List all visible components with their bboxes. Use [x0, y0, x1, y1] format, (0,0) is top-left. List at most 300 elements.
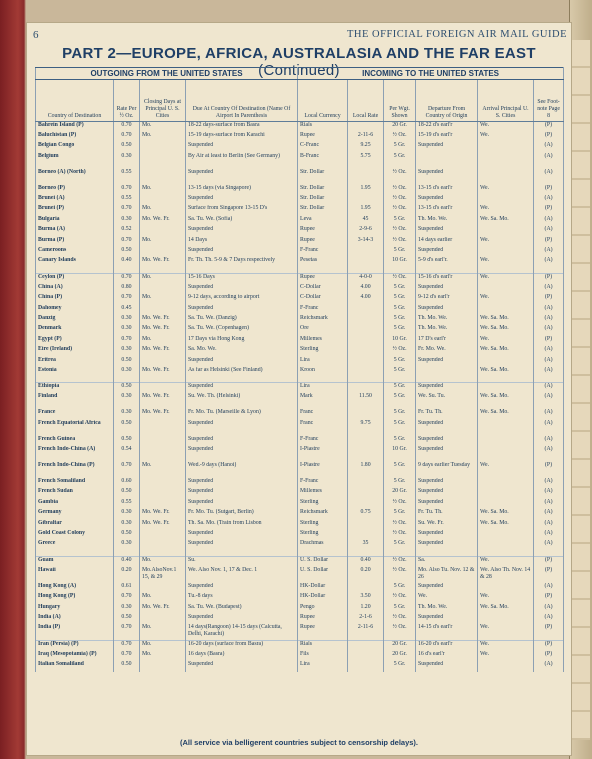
cell-due: Suspended: [186, 540, 298, 556]
cell-currency: Lira: [298, 383, 348, 393]
table-row: [36, 446, 564, 462]
cell-footnote: (A): [534, 169, 564, 185]
cell-due: Suspended: [186, 478, 298, 488]
cell-currency: Rupee: [298, 226, 348, 236]
cell-departure: [416, 367, 478, 383]
cell-footnote: (A): [534, 257, 564, 273]
cell-closing: [140, 383, 186, 393]
cell-arrival: [478, 247, 534, 257]
cell-arrival: [478, 142, 534, 152]
col-header-departure: Departure From Country of Origin: [416, 80, 478, 122]
cell-country: Iraq (Mesopotamia) (P): [36, 651, 114, 661]
cell-footnote: (P): [534, 205, 564, 215]
table-row: [36, 604, 564, 614]
cell-due: Suspended: [186, 420, 298, 436]
cell-weight: ½ Oz.: [384, 530, 416, 540]
cell-country: Eritrea: [36, 357, 114, 367]
cell-currency: U. S. Dollar: [298, 556, 348, 566]
cell-local-rate: 2-11-6: [348, 624, 384, 640]
cell-weight: 5 Gr.: [384, 367, 416, 383]
cell-departure: 13-15 d's earl'r: [416, 205, 478, 215]
cell-country: Iran (Persia) (P): [36, 640, 114, 650]
cell-rate: 0.50: [114, 383, 140, 393]
cell-footnote: (A): [534, 661, 564, 671]
cell-currency: Franc: [298, 420, 348, 436]
cell-departure: 9 days earlier Tuesday: [416, 462, 478, 478]
cell-footnote: (A): [534, 153, 564, 169]
cell-departure: We.: [416, 593, 478, 603]
cell-arrival: We.: [478, 556, 534, 566]
cell-closing: Mo. We. Fr.: [140, 509, 186, 519]
col-header-currency: Local Currency: [298, 80, 348, 122]
cell-country: French Indo-China (P): [36, 462, 114, 478]
cell-weight: 5 Gr.: [384, 583, 416, 593]
table-row: [36, 195, 564, 205]
cell-country: Greece: [36, 540, 114, 556]
cell-arrival: We.: [478, 651, 534, 661]
cell-rate: 0.50: [114, 488, 140, 498]
cell-due: Suspended: [186, 305, 298, 315]
cell-country: Belgium: [36, 153, 114, 169]
cell-rate: 0.70: [114, 593, 140, 603]
cell-currency: Ore: [298, 325, 348, 335]
cell-local-rate: 1.20: [348, 604, 384, 614]
cell-due: Suspended: [186, 583, 298, 593]
cell-closing: [140, 420, 186, 436]
cell-local-rate: 2-11-6: [348, 132, 384, 142]
table-row: [36, 205, 564, 215]
cell-currency: Rupee: [298, 132, 348, 142]
cell-departure: Fr. Tu. Th.: [416, 509, 478, 519]
cell-rate: 0.55: [114, 499, 140, 509]
cell-closing: Mo. We. Fr.: [140, 216, 186, 226]
cell-weight: 20 Gr.: [384, 488, 416, 498]
cell-due: 15-19 days-surface from Karachi: [186, 132, 298, 142]
cell-local-rate: [348, 122, 384, 132]
cell-arrival: We.: [478, 273, 534, 283]
cell-departure: 14 days earlier: [416, 237, 478, 247]
cell-arrival: [478, 284, 534, 294]
cell-local-rate: [348, 315, 384, 325]
cell-currency: Sterling: [298, 530, 348, 540]
cell-arrival: We.: [478, 257, 534, 273]
cell-footnote: (P): [534, 651, 564, 661]
cell-arrival: We. Sa. Mo.: [478, 315, 534, 325]
cell-currency: F-Franc: [298, 247, 348, 257]
cell-weight: ½ Oz.: [384, 169, 416, 185]
cell-arrival: We. Sa. Mo.: [478, 509, 534, 519]
table-row: [36, 226, 564, 236]
cell-due: By Air at least to Berlin (See Germany): [186, 153, 298, 169]
cell-rate: 0.55: [114, 169, 140, 185]
col-header-closing: Closing Days at Principal U. S. Cities: [140, 80, 186, 122]
cell-country: Brunei (P): [36, 205, 114, 215]
table-row: [36, 273, 564, 283]
cell-weight: 5 Gr.: [384, 357, 416, 367]
cell-weight: 5 Gr.: [384, 540, 416, 556]
cell-currency: Mark: [298, 393, 348, 409]
col-header-due: Due At Country Of Destination (Name Of Airport In Parenthesis: [186, 80, 298, 122]
cell-departure: 16 d's earl'r: [416, 651, 478, 661]
cell-local-rate: 2-9-6: [348, 226, 384, 236]
cell-currency: Lira: [298, 357, 348, 367]
cell-due: 17 Days via Hong Kong: [186, 336, 298, 346]
cell-footnote: (A): [534, 226, 564, 236]
cell-weight: 20 Gr.: [384, 640, 416, 650]
table-row: [36, 488, 564, 498]
cell-departure: 18-22 d's earl'r: [416, 122, 478, 132]
cell-closing: Mo. We. Fr.: [140, 520, 186, 530]
cell-departure: 17 D's earl'r: [416, 336, 478, 346]
cell-rate: 0.70: [114, 237, 140, 247]
cell-departure: Suspended: [416, 583, 478, 593]
cell-due: We. Also Nov. 1, 17 & Dec. 1: [186, 567, 298, 583]
cell-due: Suspended: [186, 247, 298, 257]
cell-weight: 5 Gr.: [384, 315, 416, 325]
cell-weight: 10 Gr.: [384, 446, 416, 462]
cell-weight: 20 Gr.: [384, 122, 416, 132]
cell-departure: Suspended: [416, 488, 478, 498]
cell-arrival: We.: [478, 132, 534, 142]
cell-currency: Str. Dollar: [298, 185, 348, 195]
col-header-rate: Rate Per ½ Oz.: [114, 80, 140, 122]
cell-country: French Guinea: [36, 436, 114, 446]
cell-currency: C-Dollar: [298, 294, 348, 304]
cell-departure: 5-9 d's earl'r.: [416, 257, 478, 273]
cell-weight: 5 Gr.: [384, 142, 416, 152]
cell-arrival: We.: [478, 593, 534, 603]
cell-weight: ½ Oz.: [384, 185, 416, 195]
cell-arrival: We. Sa. Mo.: [478, 520, 534, 530]
table-row: [36, 640, 564, 650]
cell-local-rate: 0.40: [348, 556, 384, 566]
cell-footnote: (A): [534, 520, 564, 530]
cell-local-rate: 9.75: [348, 420, 384, 436]
cell-country: Guam: [36, 556, 114, 566]
cell-arrival: We. Sa. Mo.: [478, 346, 534, 356]
cell-footnote: (P): [534, 336, 564, 346]
cell-rate: 0.70: [114, 273, 140, 283]
cell-country: Dahomey: [36, 305, 114, 315]
cell-local-rate: [348, 247, 384, 257]
table-row: [36, 315, 564, 325]
cell-footnote: (A): [534, 247, 564, 257]
cell-weight: 10 Gr.: [384, 257, 416, 273]
cell-weight: ½ Oz.: [384, 273, 416, 283]
cell-rate: 0.55: [114, 195, 140, 205]
cell-currency: Str. Dollar: [298, 205, 348, 215]
cell-due: Suspended: [186, 383, 298, 393]
cell-local-rate: [348, 305, 384, 315]
cell-country: China (A): [36, 284, 114, 294]
table-row: [36, 237, 564, 247]
cell-currency: Reichsmark: [298, 509, 348, 519]
cell-due: 14 days(Rangoon) 14-15 days (Calcutta, Delhi, Karachi): [186, 624, 298, 640]
cell-arrival: [478, 614, 534, 624]
cell-weight: ½ Oz.: [384, 226, 416, 236]
cell-departure: 9-12 d's earl'r: [416, 294, 478, 304]
table-row: [36, 367, 564, 383]
cell-closing: [140, 478, 186, 488]
cell-country: India (A): [36, 614, 114, 624]
cell-rate: 0.40: [114, 257, 140, 273]
cell-departure: 15-16 d's earl'r: [416, 273, 478, 283]
cell-rate: 0.45: [114, 305, 140, 315]
cell-departure: Suspended: [416, 446, 478, 462]
cell-local-rate: [348, 383, 384, 393]
cell-local-rate: [348, 357, 384, 367]
table-row: [36, 593, 564, 603]
cell-closing: [140, 499, 186, 509]
cell-departure: Suspended: [416, 284, 478, 294]
cell-arrival: We.: [478, 336, 534, 346]
cell-weight: 5 Gr.: [384, 604, 416, 614]
cell-arrival: [478, 226, 534, 236]
table-body: [36, 122, 564, 672]
cell-arrival: [478, 661, 534, 671]
cell-due: 16-20 days (surface from Basra): [186, 640, 298, 650]
cell-arrival: [478, 436, 534, 446]
cell-footnote: (A): [534, 409, 564, 419]
cell-departure: Suspended: [416, 226, 478, 236]
cell-footnote: (A): [534, 604, 564, 614]
cell-arrival: [478, 357, 534, 367]
cell-country: Baluchistan (P): [36, 132, 114, 142]
cell-currency: I-Piastre: [298, 462, 348, 478]
cell-country: Bahrein Island (P): [36, 122, 114, 132]
cell-country: Hawaii: [36, 567, 114, 583]
cell-country: Gold Coast Colony: [36, 530, 114, 540]
cell-currency: Fils: [298, 651, 348, 661]
cell-country: Canary Islands: [36, 257, 114, 273]
cell-rate: 0.50: [114, 357, 140, 367]
table-row: [36, 383, 564, 393]
cell-local-rate: 0.75: [348, 509, 384, 519]
cell-departure: Suspended: [416, 383, 478, 393]
cell-due: Suspended: [186, 195, 298, 205]
cell-weight: ½ Oz.: [384, 624, 416, 640]
cell-departure: Suspended: [416, 357, 478, 367]
cell-local-rate: 1.95: [348, 205, 384, 215]
table-row: [36, 294, 564, 304]
table-row: [36, 122, 564, 132]
table-row: [36, 661, 564, 671]
cell-local-rate: 3.50: [348, 593, 384, 603]
cell-closing: [140, 436, 186, 446]
cell-rate: 0.30: [114, 540, 140, 556]
cell-departure: Sa.: [416, 556, 478, 566]
cell-local-rate: [348, 499, 384, 509]
table-row: [36, 325, 564, 335]
cell-rate: 0.30: [114, 604, 140, 614]
cell-weight: 5 Gr.: [384, 305, 416, 315]
table-row: [36, 540, 564, 556]
cell-local-rate: [348, 367, 384, 383]
cell-footnote: (A): [534, 383, 564, 393]
col-header-local-rate: Local Rate: [348, 80, 384, 122]
cell-currency: Rials: [298, 122, 348, 132]
cell-weight: ½ Oz.: [384, 195, 416, 205]
cell-currency: Rials: [298, 640, 348, 650]
cell-rate: 0.70: [114, 462, 140, 478]
cell-departure: Suspended: [416, 540, 478, 556]
table-row: [36, 614, 564, 624]
cell-arrival: [478, 420, 534, 436]
cell-currency: Sterling: [298, 520, 348, 530]
cell-country: Hong Kong (A): [36, 583, 114, 593]
cell-currency: C-Franc: [298, 142, 348, 152]
cell-closing: Mo. We. Fr.: [140, 325, 186, 335]
cell-country: France: [36, 409, 114, 419]
cell-country: Hong Kong (P): [36, 593, 114, 603]
cell-rate: 0.30: [114, 216, 140, 226]
cell-weight: 5 Gr.: [384, 478, 416, 488]
cell-local-rate: [348, 661, 384, 671]
cell-currency: Rupee: [298, 273, 348, 283]
cell-due: Su. We. Th. (Helsinki): [186, 393, 298, 409]
cell-due: Tu.-8 days: [186, 593, 298, 603]
cell-currency: Rupee: [298, 624, 348, 640]
cell-due: 13-15 days (via Singapore): [186, 185, 298, 195]
cell-footnote: (A): [534, 315, 564, 325]
cell-arrival: [478, 488, 534, 498]
cell-country: Danzig: [36, 315, 114, 325]
cell-due: Fr. Th. Th. 5-9 & 7 Days respectively: [186, 257, 298, 273]
cell-arrival: [478, 305, 534, 315]
cell-due: Suspended: [186, 169, 298, 185]
cell-country: French Sudan: [36, 488, 114, 498]
cell-arrival: We.: [478, 624, 534, 640]
cell-country: Bulgaria: [36, 216, 114, 226]
cell-weight: 5 Gr.: [384, 284, 416, 294]
cell-closing: Mo.: [140, 185, 186, 195]
cell-rate: 0.50: [114, 661, 140, 671]
cell-footnote: (P): [534, 567, 564, 583]
cell-due: Sa. Tu. We. (Sofia): [186, 216, 298, 226]
cell-closing: Mo.: [140, 593, 186, 603]
cell-weight: ½ Oz.: [384, 237, 416, 247]
cell-country: Brunei (A): [36, 195, 114, 205]
cell-weight: 5 Gr.: [384, 383, 416, 393]
cell-country: Gibraltar: [36, 520, 114, 530]
cell-local-rate: [348, 651, 384, 661]
table-row: [36, 530, 564, 540]
cell-currency: I-Piastre: [298, 446, 348, 462]
cell-currency: Pesetas: [298, 257, 348, 273]
cell-closing: Mo. We. Fr.: [140, 409, 186, 419]
cell-arrival: We.: [478, 185, 534, 195]
cell-currency: Rupee: [298, 614, 348, 624]
cell-local-rate: 9.25: [348, 142, 384, 152]
cell-country: Hungary: [36, 604, 114, 614]
cell-rate: 0.30: [114, 393, 140, 409]
table-row: [36, 357, 564, 367]
cell-due: Suspended: [186, 661, 298, 671]
cell-local-rate: [348, 325, 384, 335]
cell-closing: [140, 488, 186, 498]
cell-departure: Suspended: [416, 530, 478, 540]
cell-departure: Su. We. Fr.: [416, 520, 478, 530]
cell-rate: 0.40: [114, 556, 140, 566]
cell-arrival: We. Sa. Mo.: [478, 604, 534, 614]
cell-weight: 5 Gr.: [384, 216, 416, 226]
table-row: [36, 185, 564, 195]
cell-weight: ½ Oz.: [384, 567, 416, 583]
cell-local-rate: 11.50: [348, 393, 384, 409]
cell-due: 9-12 days, according to airport: [186, 294, 298, 304]
table-row: [36, 520, 564, 530]
cell-due: Suspended: [186, 284, 298, 294]
mail-table-container: [35, 67, 563, 672]
cell-due: Suspended: [186, 142, 298, 152]
cell-local-rate: [348, 257, 384, 273]
cell-departure: Suspended: [416, 142, 478, 152]
cell-departure: Suspended: [416, 436, 478, 446]
cell-local-rate: 0.20: [348, 567, 384, 583]
cell-arrival: We.: [478, 237, 534, 247]
cell-due: Wed.-9 days (Hanoi): [186, 462, 298, 478]
cell-country: Cameroons: [36, 247, 114, 257]
table-row: [36, 132, 564, 142]
cell-departure: Suspended: [416, 305, 478, 315]
cell-local-rate: [348, 169, 384, 185]
cell-departure: Suspended: [416, 499, 478, 509]
cell-footnote: (P): [534, 462, 564, 478]
cell-footnote: (P): [534, 593, 564, 603]
cell-footnote: (A): [534, 195, 564, 205]
incoming-section-header: INCOMING TO THE UNITED STATES: [298, 68, 564, 80]
cell-footnote: (A): [534, 142, 564, 152]
cell-due: Suspended: [186, 530, 298, 540]
cell-departure: Suspended: [416, 614, 478, 624]
cell-currency: Franc: [298, 409, 348, 419]
cell-closing: [140, 305, 186, 315]
cell-closing: [140, 540, 186, 556]
cell-closing: Mo. We. Fr.: [140, 346, 186, 356]
cell-arrival: We.: [478, 122, 534, 132]
cell-weight: 5 Gr.: [384, 325, 416, 335]
cell-due: Sa. Tu. We. (Budapest): [186, 604, 298, 614]
col-header-arrival: Arrival Principal U. S. Cities: [478, 80, 534, 122]
cell-footnote: (A): [534, 393, 564, 409]
table-row: [36, 142, 564, 152]
table-row: [36, 499, 564, 509]
table-row: [36, 478, 564, 488]
table-row: [36, 583, 564, 593]
cell-rate: 0.61: [114, 583, 140, 593]
cell-rate: 0.70: [114, 122, 140, 132]
cell-closing: Mo. We. Fr.: [140, 257, 186, 273]
cell-country: India (P): [36, 624, 114, 640]
cell-country: Gambia: [36, 499, 114, 509]
cell-currency: B-Franc: [298, 153, 348, 169]
cell-closing: [140, 226, 186, 236]
cell-currency: HK-Dollar: [298, 583, 348, 593]
cell-footnote: (P): [534, 273, 564, 283]
cell-country: Egypt (P): [36, 336, 114, 346]
table-row: [36, 462, 564, 478]
cell-footnote: (P): [534, 294, 564, 304]
cell-due: Suspended: [186, 488, 298, 498]
cell-currency: F-Franc: [298, 305, 348, 315]
cell-departure: Th. Mo. We.: [416, 216, 478, 226]
cell-currency: C-Dollar: [298, 284, 348, 294]
cell-currency: Str. Dollar: [298, 195, 348, 205]
page-number: 6: [33, 29, 39, 41]
cell-weight: ½ Oz.: [384, 346, 416, 356]
cell-closing: [140, 583, 186, 593]
cell-rate: 0.54: [114, 446, 140, 462]
